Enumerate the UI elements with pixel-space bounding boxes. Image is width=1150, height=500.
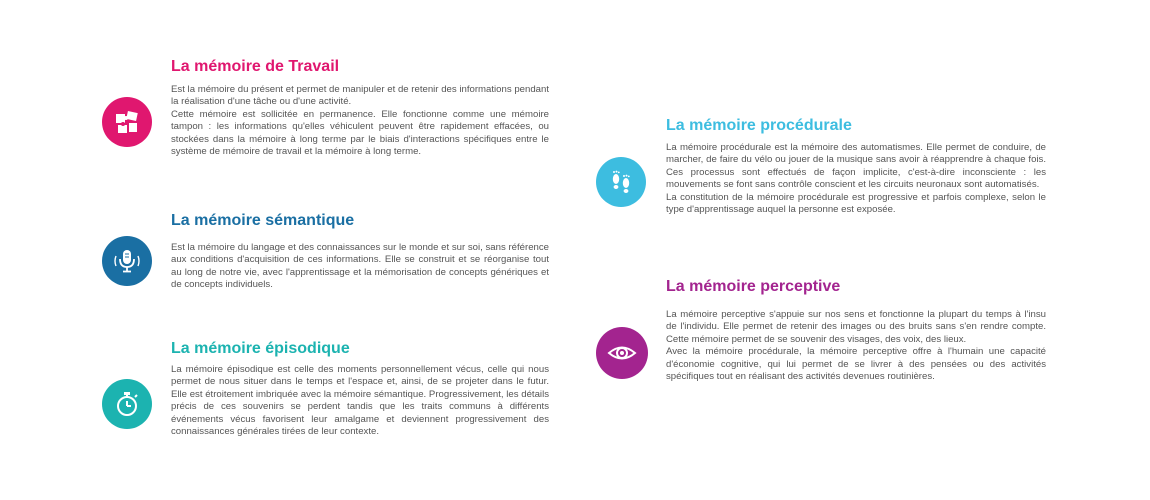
stopwatch-icon bbox=[102, 379, 152, 429]
eye-icon bbox=[596, 327, 648, 379]
section-text bbox=[171, 242, 549, 292]
section-text bbox=[171, 84, 549, 158]
paragraph: La mémoire procédurale est la mémoire des automatismes. Elle permet de conduire, de marcher, de faire du vélo ou jouer de la musique sans avoir à réapprendre à chaque fois. Ces processus sont effectués de façon implicite, c'est-à-dire inconsciente : les mouvements se font sans contrôle conscient et les circuits neuronaux sont automatisés. bbox=[666, 142, 1046, 191]
paragraph: Est la mémoire du langage et des connaissances sur le monde et sur soi, sans référence aux conditions d'acquisition de ces informations. Elle se construit et se réorganise tout au long de notre vie, avec l'apprentissage et la mémorisation de concepts génériques et de concepts individuels. bbox=[171, 242, 549, 291]
paragraph: La mémoire épisodique est celle des moments personnellement vécus, celle qui nous permet de nous situer dans le temps et l'espace et, ainsi, de se projeter dans le futur. Elle est étroitement imbriquée avec la mémoire sémantique. Progressivement, les détails précis de ces souvenirs se perdent tandis que les traits communs à différents événements vécus favorisent leur amalgame et deviennent progressivement des connaissances générales tirées de leur contexte. bbox=[171, 364, 549, 438]
paragraph: La constitution de la mémoire procédurale est progressive et parfois complexe, selon le type d'apprentissage auquel la personne est exposée. bbox=[666, 191, 1046, 216]
section-title: La mémoire procédurale bbox=[666, 117, 852, 134]
puzzle-icon bbox=[102, 97, 152, 147]
section-title: La mémoire de Travail bbox=[171, 58, 340, 75]
section-title: La mémoire épisodique bbox=[171, 340, 350, 357]
paragraph: Avec la mémoire procédurale, la mémoire perceptive offre à l'humain une capacité d'économie cognitive, qui lui permet de se livrer à des pensées ou des activités spécifiques tout en réalisant des activités devenues routinières. bbox=[666, 346, 1046, 383]
section-title: La mémoire sémantique bbox=[171, 212, 355, 229]
microphone-icon bbox=[102, 236, 152, 286]
section-text bbox=[171, 364, 549, 438]
paragraph: Cette mémoire est sollicitée en permanence. Elle fonctionne comme une mémoire tampon : les informations qu'elles véhiculent peuvent être rapidement effacées, ou stockées dans la mémoire à long terme par le biais d'interactions spécifiques entre le système de mémoire de travail et la mémoire à long terme. bbox=[171, 108, 549, 158]
footprints-icon bbox=[596, 157, 646, 207]
paragraph: La mémoire perceptive s'appuie sur nos sens et fonctionne la plupart du temps à l'insu de l'individu. Elle permet de retenir des images ou des bruits sans s'en rendre compte. Cette mémoire permet de se souvenir des visages, des voix, des lieux. bbox=[666, 309, 1046, 345]
paragraph: Est la mémoire du présent et permet de manipuler et de retenir des informations pendant la réalisation d'une tâche ou d'une activité. bbox=[171, 84, 549, 108]
section-text bbox=[666, 309, 1046, 383]
section-title: La mémoire perceptive bbox=[666, 278, 841, 295]
section-text bbox=[666, 142, 1046, 216]
